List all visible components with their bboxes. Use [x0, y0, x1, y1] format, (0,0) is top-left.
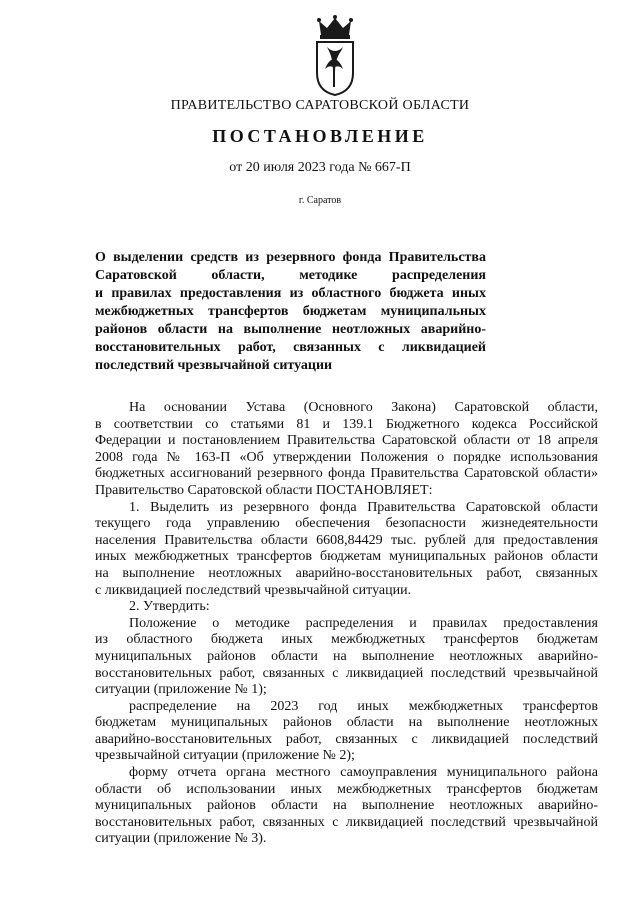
title-line: и правилах предоставления из областного бюджета иных	[95, 286, 486, 301]
body-line: чрезвычайной ситуации (приложение № 2);	[95, 748, 355, 764]
body-line: муниципальных районов области на выполнение неотложных аварийно-	[95, 798, 598, 814]
body-line: муниципальных районов области на выполнение неотложных аварийно-	[95, 648, 598, 664]
body-line: Положение о методике распределения и правилах предоставления	[129, 615, 598, 631]
document-type: ПОСТАНОВЛЕНИЕ	[212, 126, 428, 146]
document-date-number: от 20 июля 2023 года № 667-П	[229, 160, 411, 175]
document-title	[95, 249, 486, 375]
body-line: восстановительных работ, связанных с ликвидацией последствий чрезвычайной	[95, 665, 598, 681]
body-line: аварийно-восстановительных работ, связанных с ликвидацией последствий	[95, 731, 598, 747]
body-line: 2008 года № 163-П «Об утверждении Положения о порядке использования	[95, 449, 598, 465]
body-line: области об использовании иных межбюджетных трансфертов бюджетам	[95, 781, 598, 797]
body-line: из областного бюджета иных межбюджетных трансфертов бюджетам	[95, 632, 598, 648]
body-line: 1. Выделить из резервного фонда Правительства Саратовской области	[129, 499, 598, 515]
title-line: межбюджетных трансфертов бюджетам муниципальных	[95, 304, 486, 319]
body-line: ситуации (приложение № 3).	[95, 831, 267, 847]
title-line: О выделении средств из резервного фонда Правительства	[95, 250, 486, 265]
body-line: форму отчета органа местного самоуправления муниципального района	[129, 765, 598, 781]
title-line: последствий чрезвычайной ситуации	[95, 358, 333, 373]
title-line: Саратовской области, методике распределения	[95, 268, 486, 283]
document-body	[95, 400, 598, 848]
coat-of-arms-icon	[313, 15, 357, 97]
body-line: Правительство Саратовской области ПОСТАНОВЛЯЕТ:	[95, 482, 433, 498]
document-city: г. Саратов	[298, 195, 342, 206]
body-line: ситуации (приложение № 1);	[95, 682, 267, 698]
body-line: бюджетам муниципальных районов области на выполнение неотложных	[95, 715, 598, 731]
body-line: на выполнение неотложных аварийно-восстановительных работ, связанных	[95, 565, 598, 581]
body-line: 2. Утвердить:	[129, 599, 210, 615]
body-line: На основании Устава (Основного Закона) Саратовской области,	[129, 400, 598, 415]
title-line: районов области на выполнение неотложных аварийно-	[95, 322, 486, 337]
body-line: населения Правительства области 6608,84429 тыс. рублей для предоставления	[95, 532, 598, 548]
body-line: с ликвидацией последствий чрезвычайной ситуации.	[95, 582, 412, 598]
body-line: бюджетных ассигнований резервного фонда Правительства Саратовской области»	[95, 466, 598, 482]
body-line: распределение на 2023 год иных межбюджетных трансфертов	[129, 698, 598, 714]
body-line: текущего года управлению обеспечения безопасности жизнедеятельности	[95, 516, 598, 532]
body-line: Федерации и постановлением Правительства Саратовской области от 18 апреля	[95, 433, 598, 449]
government-name: ПРАВИТЕЛЬСТВО САРАТОВСКОЙ ОБЛАСТИ	[170, 98, 470, 113]
title-line: восстановительных работ, связанных с ликвидацией	[95, 340, 486, 355]
body-line: иных межбюджетных трансфертов бюджетам муниципальных районов области	[95, 549, 598, 565]
body-line: в соответствии со статьями 81 и 139.1 Бюджетного кодекса Российской	[95, 416, 598, 432]
body-line: восстановительных работ, связанных с ликвидацией последствий чрезвычайной	[95, 814, 598, 830]
